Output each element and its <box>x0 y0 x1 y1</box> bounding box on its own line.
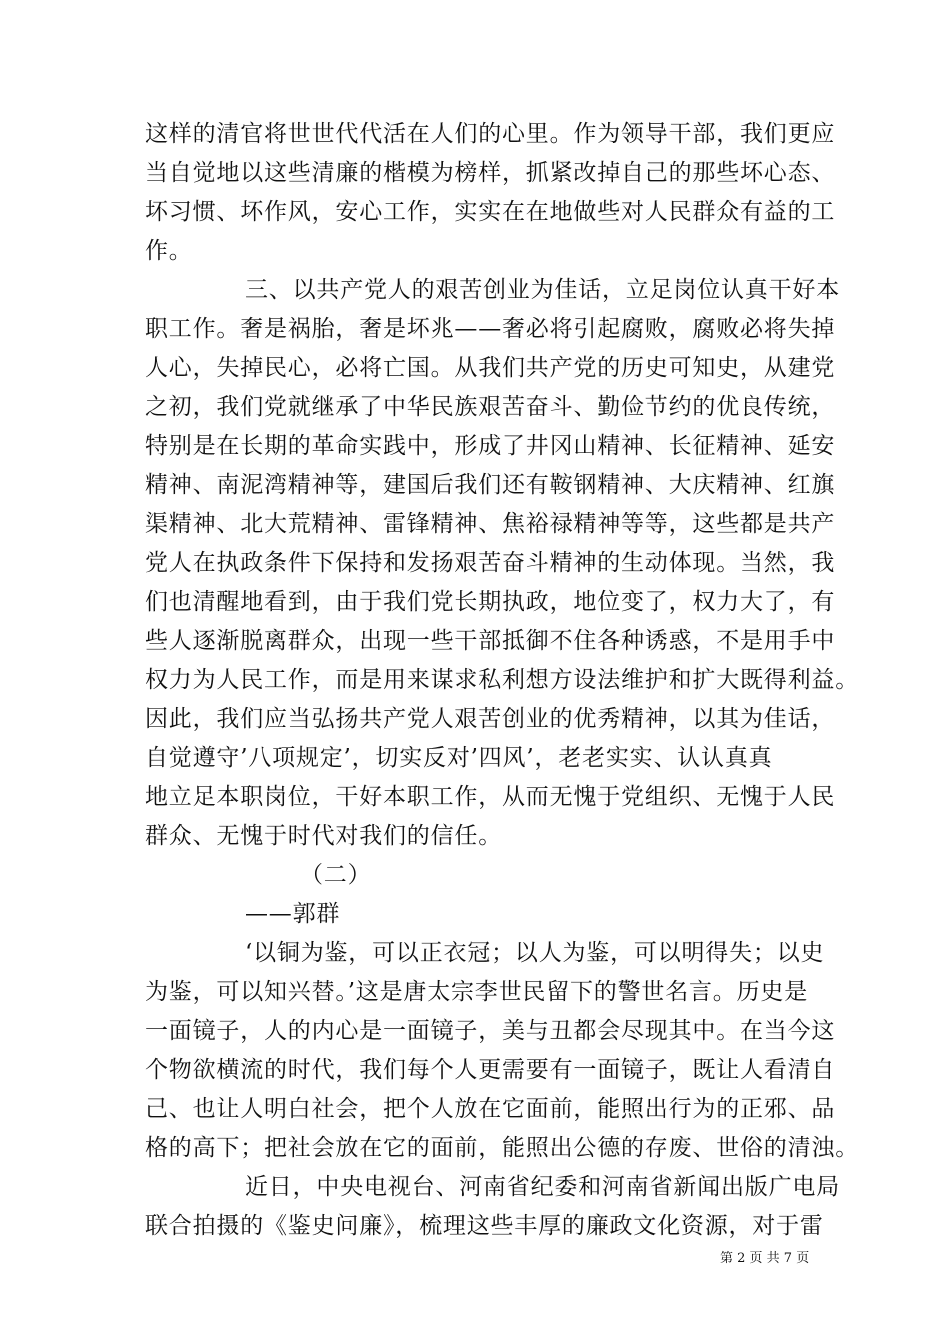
section-heading: 三、以共产党人的艰苦创业为佳话，立足岗位认真干好本 <box>245 277 840 303</box>
text-line: 党人在执政条件下保持和发扬艰苦奋斗精神的生动体现。当然，我 <box>145 550 836 576</box>
page-number: 第 2 页 共 7 页 <box>720 1251 810 1266</box>
text-line: 个物欲横流的时代，我们每个人更需要有一面镜子，既让人看清自 <box>145 1057 836 1083</box>
text-line: 因此，我们应当弘扬共产党人艰苦创业的优秀精神，以其为佳话， <box>145 706 836 732</box>
text-line: 坏习惯、坏作风，安心工作，实实在在地做些对人民群众有益的工 <box>145 199 836 225</box>
text-line: 人心，失掉民心，必将亡国。从我们共产党的历史可知史，从建党 <box>145 355 836 381</box>
text-line: 作。 <box>145 238 193 264</box>
section-number: （二） <box>300 862 372 888</box>
text-line: 渠精神、北大荒精神、雷锋精神、焦裕禄精神等等，这些都是共产 <box>145 511 836 537</box>
text-line: 群众、无愧于时代对我们的信任。 <box>145 823 502 849</box>
text-line: 这样的清官将世世代代活在人们的心里。作为领导干部，我们更应 <box>145 121 836 147</box>
text-line: 近日，中央电视台、河南省纪委和河南省新闻出版广电局 <box>245 1174 840 1200</box>
text-line: 己、也让人明白社会，把个人放在它面前，能照出行为的正邪、品 <box>145 1096 836 1122</box>
text-line: 格的高下；把社会放在它的面前，能照出公德的存废、世俗的清浊。 <box>145 1135 859 1161</box>
author-line: ——郭群 <box>245 901 341 927</box>
text-line: 们也清醒地看到，由于我们党长期执政，地位变了，权力大了，有 <box>145 589 836 615</box>
text-line: 职工作。奢是祸胎，奢是坏兆——奢必将引起腐败，腐败必将失掉 <box>145 316 836 342</box>
text-line: 特别是在长期的革命实践中，形成了井冈山精神、长征精神、延安 <box>145 433 836 459</box>
text-line: 一面镜子，人的内心是一面镜子，美与丑都会尽现其中。在当今这 <box>145 1018 836 1044</box>
text-line: 地立足本职岗位，干好本职工作，从而无愧于党组织、无愧于人民 <box>145 784 836 810</box>
text-line: 精神、南泥湾精神等，建国后我们还有鞍钢精神、大庆精神、红旗 <box>145 472 836 498</box>
text-line: 为鉴，可以知兴替。’这是唐太宗李世民留下的警世名言。历史是 <box>145 979 809 1005</box>
text-line: 之初，我们党就继承了中华民族艰苦奋斗、勤俭节约的优良传统， <box>145 394 836 420</box>
text-line: 联合拍摄的《鉴史问廉》，梳理这些丰厚的廉政文化资源，对于雷 <box>145 1213 824 1239</box>
text-line: 当自觉地以这些清廉的楷模为榜样，抓紧改掉自己的那些坏心态、 <box>145 160 836 186</box>
text-line: ‘以铜为鉴，可以正衣冠；以人为鉴，可以明得失；以史 <box>245 940 825 966</box>
text-line: 自觉遵守’八项规定’，切实反对’四风’，老老实实、认认真真 <box>145 745 773 771</box>
text-line: 权力为人民工作，而是用来谋求私利想方设法维护和扩大既得利益。 <box>145 667 859 693</box>
text-line: 些人逐渐脱离群众，出现一些干部抵御不住各种诱惑，不是用手中 <box>145 628 836 654</box>
